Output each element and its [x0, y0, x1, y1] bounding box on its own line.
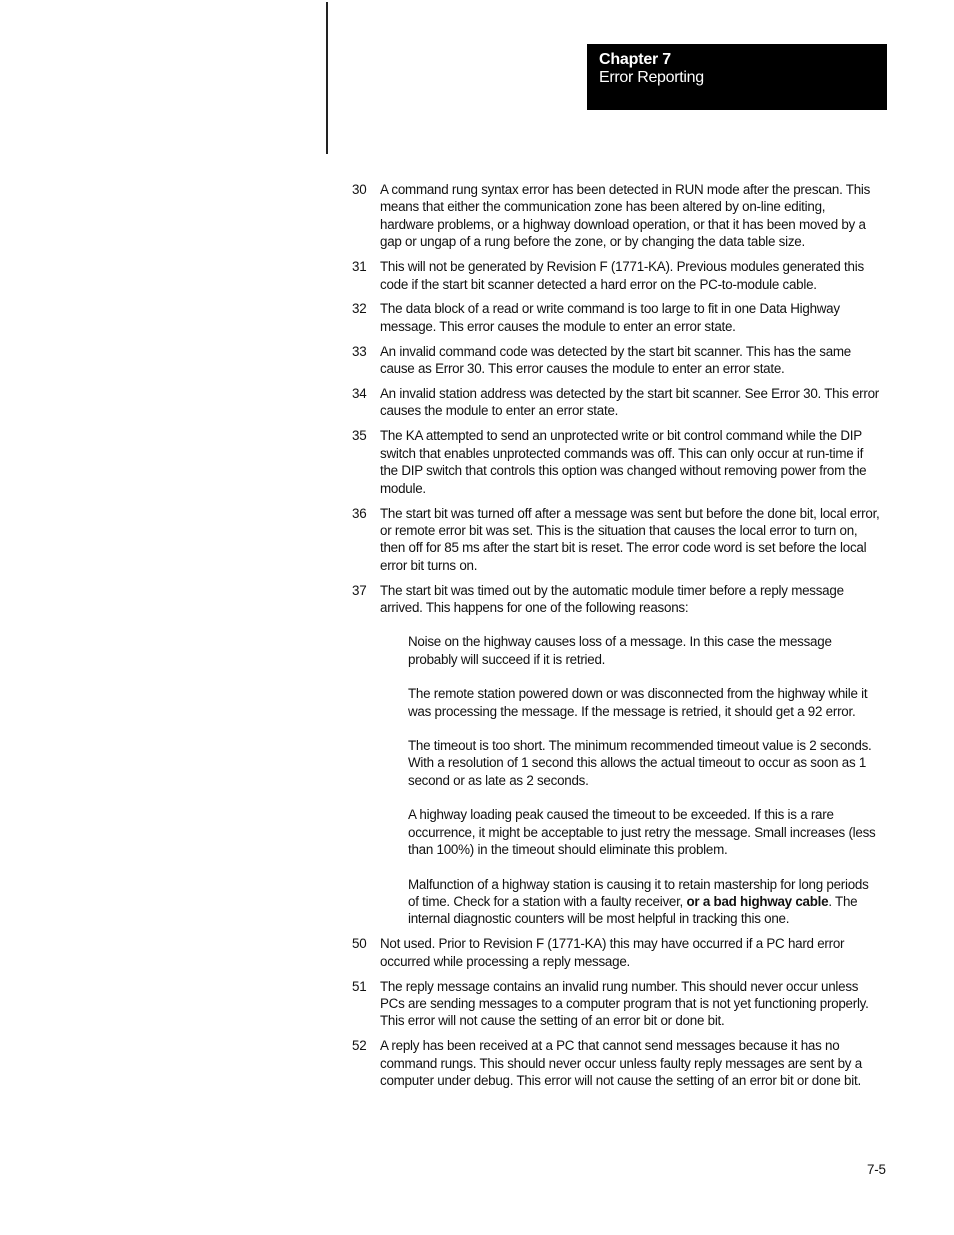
error-entry-32	[352, 300, 882, 335]
chapter-number: Chapter 7	[599, 51, 671, 68]
error-code: 37	[352, 582, 367, 598]
error-code: 50	[352, 936, 367, 952]
error-description: The reply message contains an invalid rung number. This should never occur unless PCs are sending messages to a computer program that is not yet functioning properly. This error will not cause the setting of an error bit or done bit.	[380, 978, 869, 1029]
error-entry-52	[352, 1037, 882, 1089]
error-entry-36	[352, 505, 882, 575]
reason-emphasis: or a bad highway cable	[686, 893, 829, 909]
timeout-reasons-list	[408, 633, 882, 927]
error-description: This will not be generated by Revision F (1771-KA). Previous modules generated this code if the start bit scanner detected a hard error on the PC-to-module cable.	[380, 259, 864, 292]
error-description: Not used. Prior to Revision F (1771-KA) this may have occurred if a PC hard error occurred while processing a reply message.	[380, 936, 845, 969]
error-entry-35	[352, 427, 882, 497]
margin-rule	[326, 2, 328, 154]
error-entry-30	[352, 181, 882, 251]
error-code: 52	[352, 1038, 367, 1054]
reason-item: The timeout is too short. The minimum recommended timeout value is 2 seconds. With a resolution of 1 second this allows the actual timeout to occur as soon as 1 second or as late as 2 seconds.	[408, 738, 872, 788]
error-description: The KA attempted to send an unprotected write or bit control command while the DIP switch that enables unprotected commands was off. This can only occur at run-time if the DIP switch that controls this option was changed without removing power from the module.	[380, 428, 867, 496]
error-code-list	[352, 181, 882, 1097]
error-entry-51	[352, 978, 882, 1030]
reason-item: A highway loading peak caused the timeout to be exceeded. If this is a rare occurrence, it might be acceptable to just retry the message. Small increases (less than 100%) in the timeout should eliminate this problem.	[408, 807, 876, 858]
error-code: 51	[352, 978, 367, 994]
error-description: The start bit was turned off after a message was sent but before the done bit, local error, or remote error bit was set. This is the situation that causes the local error to turn on, then off for 85 ms after the start bit is reset. The error code word is set before the local error bit turns on.	[380, 505, 880, 573]
reason-item	[408, 876, 882, 928]
error-code: 30	[352, 182, 367, 197]
reason-item: The remote station powered down or was disconnected from the highway while it was processing the message. If the message is retried, it should get a 92 error.	[408, 686, 868, 719]
error-code: 34	[352, 386, 367, 402]
error-description-block	[380, 582, 882, 928]
reason-text: Malfunction of a highway station is causing it to retain mastership for long periods of time. Check for a station with a faulty receiver,	[408, 876, 869, 909]
page-number: 7-5	[867, 1162, 886, 1177]
error-description: An invalid command code was detected by the start bit scanner. This has the same cause as Error 30. This error causes the module to enter an error state.	[380, 343, 852, 377]
reason-text: . The internal diagnostic counters will be most helpful in tracking this one.	[408, 893, 858, 927]
chapter-title: Error Reporting	[599, 69, 704, 86]
error-description: The start bit was timed out by the automatic module timer before a reply message arrived. This happens for one of the following reasons:	[380, 582, 844, 616]
error-description: An invalid station address was detected by the start bit scanner. See Error 30. This error causes the module to enter an error state.	[380, 386, 880, 419]
chapter-header	[587, 44, 887, 110]
error-description: The data block of a read or write command is too large to fit in one Data Highway message. This error causes the module to enter an error state.	[380, 301, 840, 334]
error-entry-31	[352, 258, 882, 293]
error-entry-33	[352, 343, 882, 378]
error-code: 31	[352, 259, 367, 275]
error-code: 36	[352, 505, 367, 521]
error-code: 32	[352, 301, 367, 317]
error-code: 35	[352, 428, 367, 444]
reason-item: Noise on the highway causes loss of a message. In this case the message probably will succeed if it is retried.	[408, 634, 832, 667]
error-entry-37	[352, 582, 882, 928]
error-entry-50	[352, 935, 882, 970]
error-description: A command rung syntax error has been detected in RUN mode after the prescan. This means that either the communication zone has been altered by on-line editing, hardware problems, or a highway download operation, or that it has been moved by a gap or ungap of a rung before the zone, or by changing the data table size.	[380, 182, 871, 250]
error-description: A reply has been received at a PC that cannot send messages because it has no command rungs. This should never occur unless faulty reply messages are sent by a computer under debug. This error will not cause the setting of an error bit or done bit.	[380, 1038, 862, 1089]
error-entry-34	[352, 385, 882, 420]
error-code: 33	[352, 343, 367, 359]
